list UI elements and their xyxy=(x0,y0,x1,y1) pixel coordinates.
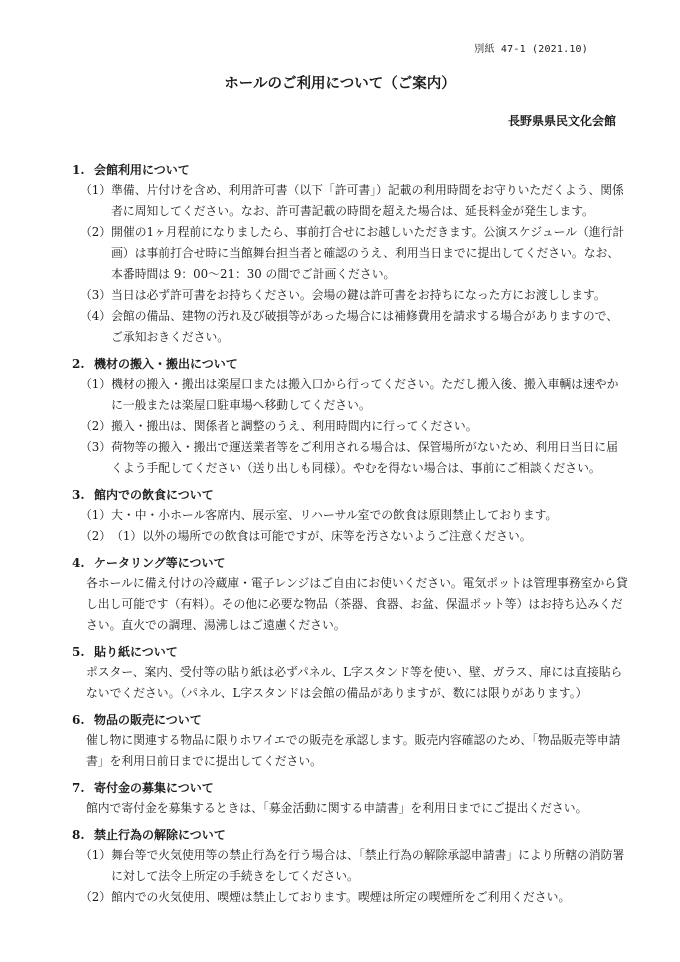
item-text: 機材の搬入・搬出は楽屋口または搬入口から行ってください。ただし搬入後、搬入車輌は速やかに一般または楽屋口駐車場へ移動してください。 xyxy=(111,377,619,412)
item-text: （1）以外の場所での飲食は可能ですが、床等を汚さないようご注意ください。 xyxy=(111,529,532,543)
section-number: 4. xyxy=(72,556,85,570)
section-4 xyxy=(72,553,628,636)
item-number: （1） xyxy=(80,848,112,862)
item-text: 館内での火気使用、喫煙は禁止しております。喫煙は所定の喫煙所をご利用ください。 xyxy=(111,890,571,904)
document-body xyxy=(72,160,628,914)
section-heading xyxy=(72,553,628,573)
section-title: ケータリング等について xyxy=(94,556,226,570)
section-7 xyxy=(72,778,628,819)
document-reference-number: 別紙 47-1 (2021.10) xyxy=(474,44,588,55)
section-5 xyxy=(72,642,628,704)
item-number: （1） xyxy=(80,183,112,197)
item-text: 会館の備品、建物の汚れ及び破損等があった場合には補修費用を請求する場合がありますので、ご承知おきください。 xyxy=(111,309,619,344)
section-heading xyxy=(72,354,628,374)
item-text: 準備、片付けを含め、利用許可書（以下「許可書」）記載の利用時間をお守りいただくよう、関係者に周知してください。なお、許可書記載の時間を超えた場合は、延長料金が発生します。 xyxy=(111,183,624,218)
section-number: 1. xyxy=(72,163,85,177)
section-title: 機材の搬入・搬出について xyxy=(94,357,238,371)
item-text: 荷物等の搬入・搬出で運送業者等をご利用される場合は、保管場所がないため、利用日当日に届くよう手配してください（送り出しも同様）。やむを得ない場合は、事前にご相談ください。 xyxy=(111,440,618,475)
list-item xyxy=(72,306,628,348)
item-number: （1） xyxy=(80,377,112,391)
section-number: 3. xyxy=(72,488,85,502)
section-number: 5. xyxy=(72,645,85,659)
item-number: （3） xyxy=(80,440,112,454)
list-item xyxy=(72,222,628,285)
section-2 xyxy=(72,354,628,479)
list-item xyxy=(72,887,628,908)
item-number: （2） xyxy=(80,419,112,433)
section-heading xyxy=(72,825,628,845)
section-heading xyxy=(72,160,628,180)
section-title: 館内での飲食について xyxy=(94,488,214,502)
section-title: 寄付金の募集について xyxy=(94,781,214,795)
item-number: （3） xyxy=(80,288,112,302)
list-item xyxy=(72,285,628,306)
section-paragraph: 催し物に関連する物品に限りホワイエでの販売を承認します。販売内容確認のため、「物品販売等申請書」を利用日前日までに提出してください。 xyxy=(86,733,621,768)
item-text: 当日は必ず許可書をお持ちください。会場の鍵は許可書をお持ちになった方にお渡しします。 xyxy=(111,288,606,302)
item-number: （2） xyxy=(80,529,112,543)
section-6 xyxy=(72,710,628,772)
section-paragraph: 各ホールに備え付けの冷蔵庫・電子レンジはご自由にお使いください。電気ポットは管理事務室から貸し出し可能です（有料）。その他に必要な物品（茶器、食器、お盆、保温ポット等）はお持ち込みください。直火での調理、湯沸しはご遠慮ください。 xyxy=(86,576,628,632)
section-number: 2. xyxy=(72,357,85,371)
item-number: （2） xyxy=(80,225,112,239)
section-heading xyxy=(72,642,628,662)
list-item xyxy=(72,180,628,222)
section-title: 禁止行為の解除について xyxy=(94,828,226,842)
organization-name: 長野県県民文化会館 xyxy=(507,114,616,128)
list-item xyxy=(72,374,628,416)
section-title: 物品の販売について xyxy=(94,713,202,727)
item-text: 大・中・小ホール客席内、展示室、リハーサル室での飲食は原則禁止しております。 xyxy=(111,508,558,522)
section-title: 会館利用について xyxy=(94,163,190,177)
list-item xyxy=(72,526,628,547)
section-8 xyxy=(72,825,628,908)
section-number: 7. xyxy=(72,781,85,795)
section-paragraph: 館内で寄付金を募集するときは、「募金活動に関する申請書」を利用日までにご提出ください。 xyxy=(86,801,588,815)
section-number: 6. xyxy=(72,713,85,727)
list-item xyxy=(72,845,628,887)
item-text: 舞台等で火気使用等の禁止行為を行う場合は、「禁止行為の解除承認申請書」により所轄の消防署に対して法令上所定の手続きをしてください。 xyxy=(111,848,625,883)
item-text: 開催の1ヶ月程前になりましたら、事前打合せにお越しいただきます。公演スケジュール（進行計画）は事前打合せ時に当館舞台担当者と確認のうえ、利用当日までに提出してください。なお、本番時間は 9：00～21：30 の間でご計画ください。 xyxy=(111,225,625,281)
section-number: 8. xyxy=(72,828,85,842)
item-text: 搬入・搬出は、関係者と調整のうえ、利用時間内に行ってください。 xyxy=(111,419,478,433)
section-paragraph: ポスター、案内、受付等の貼り紙は必ずパネル、L字スタンド等を使い、壁、ガラス、扉には直接貼らないでください。（パネル、L字スタンドは会館の備品がありますが、数には限りがあります。） xyxy=(86,665,623,700)
section-1 xyxy=(72,160,628,348)
list-item xyxy=(72,416,628,437)
section-title: 貼り紙について xyxy=(94,645,178,659)
section-3 xyxy=(72,485,628,547)
document-title: ホールのご利用について（ご案内） xyxy=(224,75,456,92)
list-item xyxy=(72,505,628,526)
item-number: （4） xyxy=(80,309,112,323)
item-number: （1） xyxy=(80,508,112,522)
section-heading xyxy=(72,778,628,798)
list-item xyxy=(72,437,628,479)
section-heading xyxy=(72,710,628,730)
item-number: （2） xyxy=(80,890,112,904)
section-heading xyxy=(72,485,628,505)
